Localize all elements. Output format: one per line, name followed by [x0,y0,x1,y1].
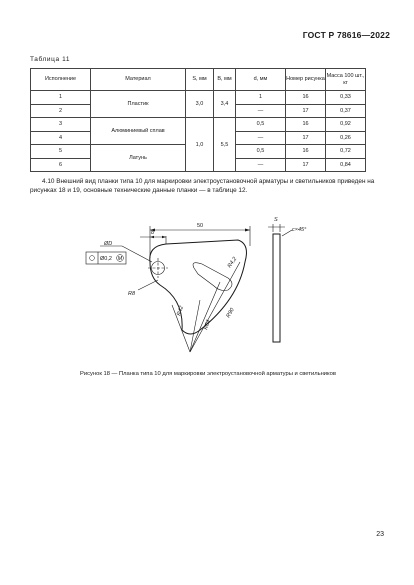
cell-d: 1 [236,91,286,105]
column-header-material: Материал [91,69,186,91]
cell-b: 3,4 [214,91,236,118]
column-header-mass: Масса 100 шт., кг [326,69,366,91]
cell-mass: 0,84 [326,158,366,172]
column-header-exec: Исполнение [31,69,91,91]
dim-tolerance-mod: M [117,256,123,262]
cell-b: 5,5 [214,118,236,172]
cell-figure: 17 [286,158,326,172]
cell-figure: 16 [286,145,326,159]
dim-tolerance: Ø0,2 [100,256,112,262]
cell-s: 3,0 [186,91,214,118]
cell-exec: 5 [31,145,91,159]
cell-d: 0,5 [236,118,286,132]
body-paragraph: 4.10 Внешний вид планки типа 10 для маркировки электроустановочной арматуры и светильников приведен на рисунках 18 и 19, основные технические данные планки — в таблице 12. [30,178,375,194]
cell-d: — [236,131,286,145]
dim-hole-dia: ØD [104,241,113,247]
side-view [273,234,280,342]
dim-chamfer: c×45° [292,227,307,233]
cell-mass: 0,92 [326,118,366,132]
dim-r42: R42 [176,305,186,317]
dim-thickness: S [274,217,278,223]
column-header-d: d, мм [236,69,286,91]
cell-mass: 0,33 [326,91,366,105]
dim-r64: R64 [203,319,213,331]
cell-exec: 3 [31,118,91,132]
dim-r4-2: R4,2 [226,256,239,270]
dim-r90: R90 [225,307,236,319]
cell-figure: 17 [286,104,326,118]
figure-caption: Рисунок 18 — Планка типа 10 для маркировки электроустановочной арматуры и светильников [80,371,336,377]
cell-exec: 4 [31,131,91,145]
dim-width: 50 [197,223,204,229]
cell-s: 1,0 [186,118,214,172]
cell-figure: 17 [286,131,326,145]
table-caption: Таблица 11 [30,56,71,63]
document-code: ГОСТ Р 78616—2022 [302,30,390,40]
column-header-s: S, мм [186,69,214,91]
cell-d: 0,5 [236,145,286,159]
cell-exec: 1 [31,91,91,105]
column-header-figure: Номер рисунка [286,69,326,91]
cell-material: Алюминиевый сплав [91,118,186,145]
page-number: 23 [376,531,384,538]
cell-mass: 0,26 [326,131,366,145]
cell-figure: 16 [286,91,326,105]
dim-r8: R8 [128,291,136,297]
cell-exec: 6 [31,158,91,172]
dim-offset: 8 [151,230,155,236]
cell-mass: 0,37 [326,104,366,118]
cell-material: Латунь [91,145,186,172]
plate-outline [150,240,247,334]
cell-d: — [236,158,286,172]
cell-mass: 0,72 [326,145,366,159]
cell-figure: 16 [286,118,326,132]
cell-d: — [236,104,286,118]
cell-exec: 2 [31,104,91,118]
cell-material: Пластик [91,91,186,118]
column-header-b: В, мм [214,69,236,91]
tolerance-position-icon [90,256,95,261]
